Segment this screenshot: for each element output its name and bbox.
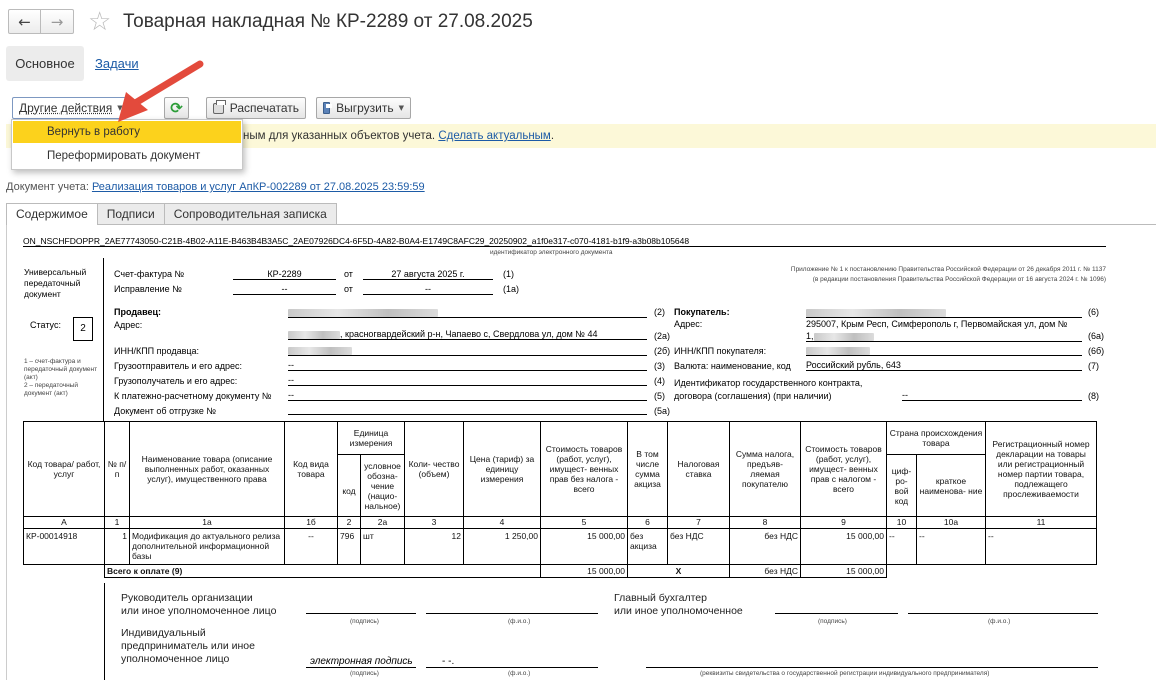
sole-trader-signature-label: Индивидуальный предприниматель или иное уполномоченное лицо <box>121 627 255 665</box>
tab-content[interactable]: Содержимое <box>6 203 98 225</box>
seller-address-text: , красногвардейский р-н, Чапаево с, Свердлова ул, дом № 44 <box>340 329 598 339</box>
header-row <box>24 422 1097 455</box>
status-note: 1 – счет-фактура и передаточный документ (акт) 2 – передаточный документ (акт) <box>24 358 98 397</box>
info-bar-suffix: . <box>550 130 555 142</box>
export-button[interactable] <box>316 97 411 119</box>
sole-trader-name: - -. <box>442 656 455 667</box>
field-number-8: (8) <box>1088 391 1099 401</box>
head-name-line <box>426 613 598 614</box>
row-qty: 12 <box>405 529 464 565</box>
seller-address <box>288 329 647 340</box>
header-tax: Сумма налога, предъяв- ляемая покупателю <box>730 422 801 517</box>
accountant-signature-label: Главный бухгалтер или иное уполномоченное <box>614 592 743 617</box>
column-number: 2 <box>338 517 361 529</box>
sole-trader-signature-line <box>306 667 416 668</box>
header-unit-code: код <box>338 455 361 517</box>
redacted-text <box>288 347 352 355</box>
contract-label: Идентификатор государственного контракта, договора (соглашения) (при наличии) <box>674 378 863 401</box>
menu-item-return-to-work[interactable]: Вернуть в работу <box>13 121 241 143</box>
row-country-code: -- <box>887 529 917 565</box>
upd-title: Универсальный передаточный документ <box>24 267 87 299</box>
header-code: Код товара/ работ, услуг <box>24 422 105 517</box>
total-tax: без НДС <box>730 565 801 578</box>
header-declaration: Регистрационный номер декларации на товары или регистрационный номер партии товара, подлежащего прослеживаемости <box>986 422 1097 517</box>
buyer-name <box>806 307 1082 318</box>
file-id-underline <box>23 246 1106 247</box>
navigation-buttons <box>8 9 74 34</box>
row-tax: без НДС <box>730 529 801 565</box>
seller-label: Продавец: <box>114 307 162 317</box>
tab-tasks[interactable]: Задачи <box>95 56 139 71</box>
header-country: Страна происхождения товара <box>887 422 986 455</box>
print-button[interactable] <box>206 97 306 119</box>
name-caption: (ф.и.о.) <box>988 618 1011 625</box>
total-excise: X <box>628 565 730 578</box>
row-kind: -- <box>285 529 338 565</box>
tab-cover-note[interactable]: Сопроводительная записка <box>164 203 337 224</box>
field-number-2b: (2б) <box>654 346 671 356</box>
registration-line <box>646 667 1098 668</box>
header-total: Стоимость товаров (работ, услуг), имущест- венных прав с налогом - всего <box>801 422 887 517</box>
header-country-code: циф- ро- вой код <box>887 455 917 517</box>
row-unit-code: 796 <box>338 529 361 565</box>
seller-inn-label: ИНН/КПП продавца: <box>114 346 200 356</box>
signature-caption: (подпись) <box>350 670 379 677</box>
redacted-text <box>288 309 438 317</box>
correction-label: Исправление № <box>114 284 182 294</box>
shipment-doc-underline <box>288 414 647 415</box>
redacted-text <box>806 347 870 355</box>
export-label: Выгрузить <box>336 101 394 115</box>
column-number: 9 <box>801 517 887 529</box>
accounting-document-line <box>6 181 425 193</box>
column-number: 11 <box>986 517 1097 529</box>
signature-caption: (подпись) <box>818 618 847 625</box>
correction-date: -- <box>363 284 493 295</box>
invoice-date: 27 августа 2025 г. <box>363 269 493 280</box>
tab-signatures[interactable]: Подписи <box>97 203 165 224</box>
field-number-7: (7) <box>1088 361 1099 371</box>
head-signature-label: Руководитель организации или иное уполномоченное лицо <box>121 592 277 617</box>
status-value: 2 <box>73 317 93 341</box>
redacted-text <box>814 333 874 341</box>
star-icon[interactable]: ☆ <box>88 7 112 37</box>
forward-button[interactable] <box>41 9 74 34</box>
row-num: 1 <box>105 529 130 565</box>
column-number: 6 <box>628 517 668 529</box>
total-row <box>24 565 1097 578</box>
field-number-1: (1) <box>503 269 514 279</box>
shipper-label: Грузоотправитель и его адрес: <box>114 361 242 371</box>
page-title: Товарная накладная № КР-2289 от 27.08.2025 <box>123 11 533 32</box>
other-actions-label: Другие действия <box>19 101 113 115</box>
total-sum: 15 000,00 <box>801 565 887 578</box>
currency-value: Российский рубль, 643 <box>806 360 1082 371</box>
redacted-text <box>806 309 946 317</box>
payment-doc-label: К платежно-расчетному документу № <box>114 391 272 401</box>
row-declaration: -- <box>986 529 1097 565</box>
tab-main[interactable]: Основное <box>6 46 84 81</box>
column-number: 10а <box>917 517 986 529</box>
file-id-caption: идентификатор электронного документа <box>490 249 613 256</box>
field-number-1a: (1а) <box>503 284 520 294</box>
arrow-right-icon: → <box>50 12 64 31</box>
header-name: Наименование товара (описание выполненных работ, оказанных услуг), имущественного права <box>130 422 285 517</box>
signature-caption: (подпись) <box>350 618 379 625</box>
annotation-arrow-icon <box>96 58 206 128</box>
header-num: № п/п <box>105 422 130 517</box>
column-number: 7 <box>668 517 730 529</box>
header-unit: Единица измерения <box>338 422 405 455</box>
buyer-label: Покупатель: <box>674 307 730 317</box>
make-current-link[interactable]: Сделать актуальным <box>438 130 551 142</box>
field-number-6: (6) <box>1088 307 1099 317</box>
column-number: 1а <box>130 517 285 529</box>
total-cost: 15 000,00 <box>541 565 628 578</box>
contract-value: -- <box>902 390 1082 401</box>
buyer-address-line2 <box>806 331 1082 342</box>
arrow-left-icon: ← <box>18 12 31 31</box>
seller-inn <box>288 345 647 356</box>
save-icon <box>323 102 330 114</box>
column-number: А <box>24 517 105 529</box>
total-empty <box>24 565 105 578</box>
status-label: Статус: <box>30 320 61 330</box>
left-column-divider <box>103 258 104 421</box>
invoice-label: Счет-фактура № <box>114 269 185 279</box>
name-caption: (ф.и.о.) <box>508 618 531 625</box>
invoice-number: КР-2289 <box>233 269 336 280</box>
buyer-address-line2-text: 1, <box>806 331 814 341</box>
correction-from: от <box>344 284 353 294</box>
accountant-signature-line <box>775 613 898 614</box>
invoice-from: от <box>344 269 353 279</box>
column-number: 4 <box>464 517 541 529</box>
accountant-name-line <box>908 613 1098 614</box>
row-rate: без НДС <box>668 529 730 565</box>
goods-table <box>23 421 1097 578</box>
sole-trader-name-line <box>426 667 598 668</box>
registration-caption: (реквизиты свидетельства о государственной регистрации индивидуального предпринимателя) <box>700 670 990 677</box>
row-excise: без акциза <box>628 529 668 565</box>
annex-line-1: Приложение № 1 к постановлению Правительства Российской Федерации от 26 декабря 2011 г. № 1137 <box>790 266 1106 273</box>
column-number: 8 <box>730 517 801 529</box>
column-number: 2а <box>361 517 405 529</box>
row-price: 1 250,00 <box>464 529 541 565</box>
column-number: 1б <box>285 517 338 529</box>
electronic-signature: электронная подпись <box>310 656 413 667</box>
row-total: 15 000,00 <box>801 529 887 565</box>
accounting-document-label: Документ учета: <box>6 181 89 193</box>
column-number: 5 <box>541 517 628 529</box>
file-id: ON_NSCHFDOPPR_2AE77743050-C21B-4B02-A11E-B463B4B3A5C_2AE07926DC4-6F5D-4A82-B0A4-E1749C8AFC29_20250902_a1f0e317-c070-4181-b1f9-a3b08b105648 <box>23 236 690 246</box>
correction-number: -- <box>233 284 336 295</box>
buyer-address-label: Адрес: <box>674 319 703 329</box>
chevron-down-icon: ▼ <box>398 104 404 112</box>
seller-name <box>288 307 647 318</box>
info-bar-text: ным для указанных объектов учета. <box>243 130 436 142</box>
currency-label: Валюта: наименование, код <box>674 361 791 371</box>
header-qty: Коли- чество (объем) <box>405 422 464 517</box>
redacted-text <box>288 331 340 339</box>
column-numbers-row <box>24 517 1097 529</box>
header-unit-name: условное обозна- чение (нацио- нальное) <box>361 455 405 517</box>
row-country-name: -- <box>917 529 986 565</box>
content-tabs <box>6 203 336 225</box>
head-signature-line <box>306 613 416 614</box>
name-caption: (ф.и.о.) <box>508 670 531 677</box>
consignee-value: -- <box>288 375 647 386</box>
header-rate: Налоговая ставка <box>668 422 730 517</box>
buyer-inn <box>806 345 1082 356</box>
header-country-name: краткое наименова- ние <box>917 455 986 517</box>
signature-left-divider <box>104 583 105 680</box>
accounting-document-link[interactable]: Реализация товаров и услуг АпКР-002289 от 27.08.2025 23:59:59 <box>91 181 425 193</box>
back-button[interactable] <box>8 9 41 34</box>
chevron-down-icon: ▼ <box>117 104 123 112</box>
field-number-6a: (6а) <box>1088 331 1105 341</box>
buyer-inn-label: ИНН/КПП покупателя: <box>674 346 767 356</box>
annex-line-2: (в редакции постановления Правительства Российской Федерации от 16 августа 2024 г. № 1096) <box>812 276 1106 283</box>
field-number-4: (4) <box>654 376 665 386</box>
refresh-icon: ⟳ <box>170 99 183 117</box>
row-name: Модификация до актуального релиза дополнительной информационной базы <box>130 529 285 565</box>
row-code: КР-00014918 <box>24 529 105 565</box>
header-cost: Стоимость товаров (работ, услуг), имущест- венных прав без налога - всего <box>541 422 628 517</box>
column-number: 1 <box>105 517 130 529</box>
shipment-doc-label: Документ об отгрузке № <box>114 406 217 416</box>
field-number-2: (2) <box>654 307 665 317</box>
total-empty <box>887 565 1097 578</box>
column-number: 10 <box>887 517 917 529</box>
field-number-2a: (2а) <box>654 331 671 341</box>
printer-icon <box>213 103 224 114</box>
header-kind: Код вида товара <box>285 422 338 517</box>
menu-item-regenerate-document[interactable]: Переформировать документ <box>47 150 201 162</box>
table-row <box>24 529 1097 565</box>
field-number-3: (3) <box>654 361 665 371</box>
seller-address-label: Адрес: <box>114 320 143 330</box>
field-number-5a: (5а) <box>654 406 671 416</box>
total-label: Всего к оплате (9) <box>105 565 541 578</box>
column-number: 3 <box>405 517 464 529</box>
print-label: Распечатать <box>229 101 299 115</box>
header-price: Цена (тариф) за единицу измерения <box>464 422 541 517</box>
shipper-value: -- <box>288 360 647 371</box>
field-number-5: (5) <box>654 391 665 401</box>
row-unit-name: шт <box>361 529 405 565</box>
buyer-address: 295007, Крым Респ, Симферополь г, Первомайская ул, дом № <box>806 319 1068 329</box>
row-cost: 15 000,00 <box>541 529 628 565</box>
payment-doc-value: -- <box>288 390 647 401</box>
consignee-label: Грузополучатель и его адрес: <box>114 376 238 386</box>
header-excise: В том числе сумма акциза <box>628 422 668 517</box>
field-number-6b: (6б) <box>1088 346 1105 356</box>
